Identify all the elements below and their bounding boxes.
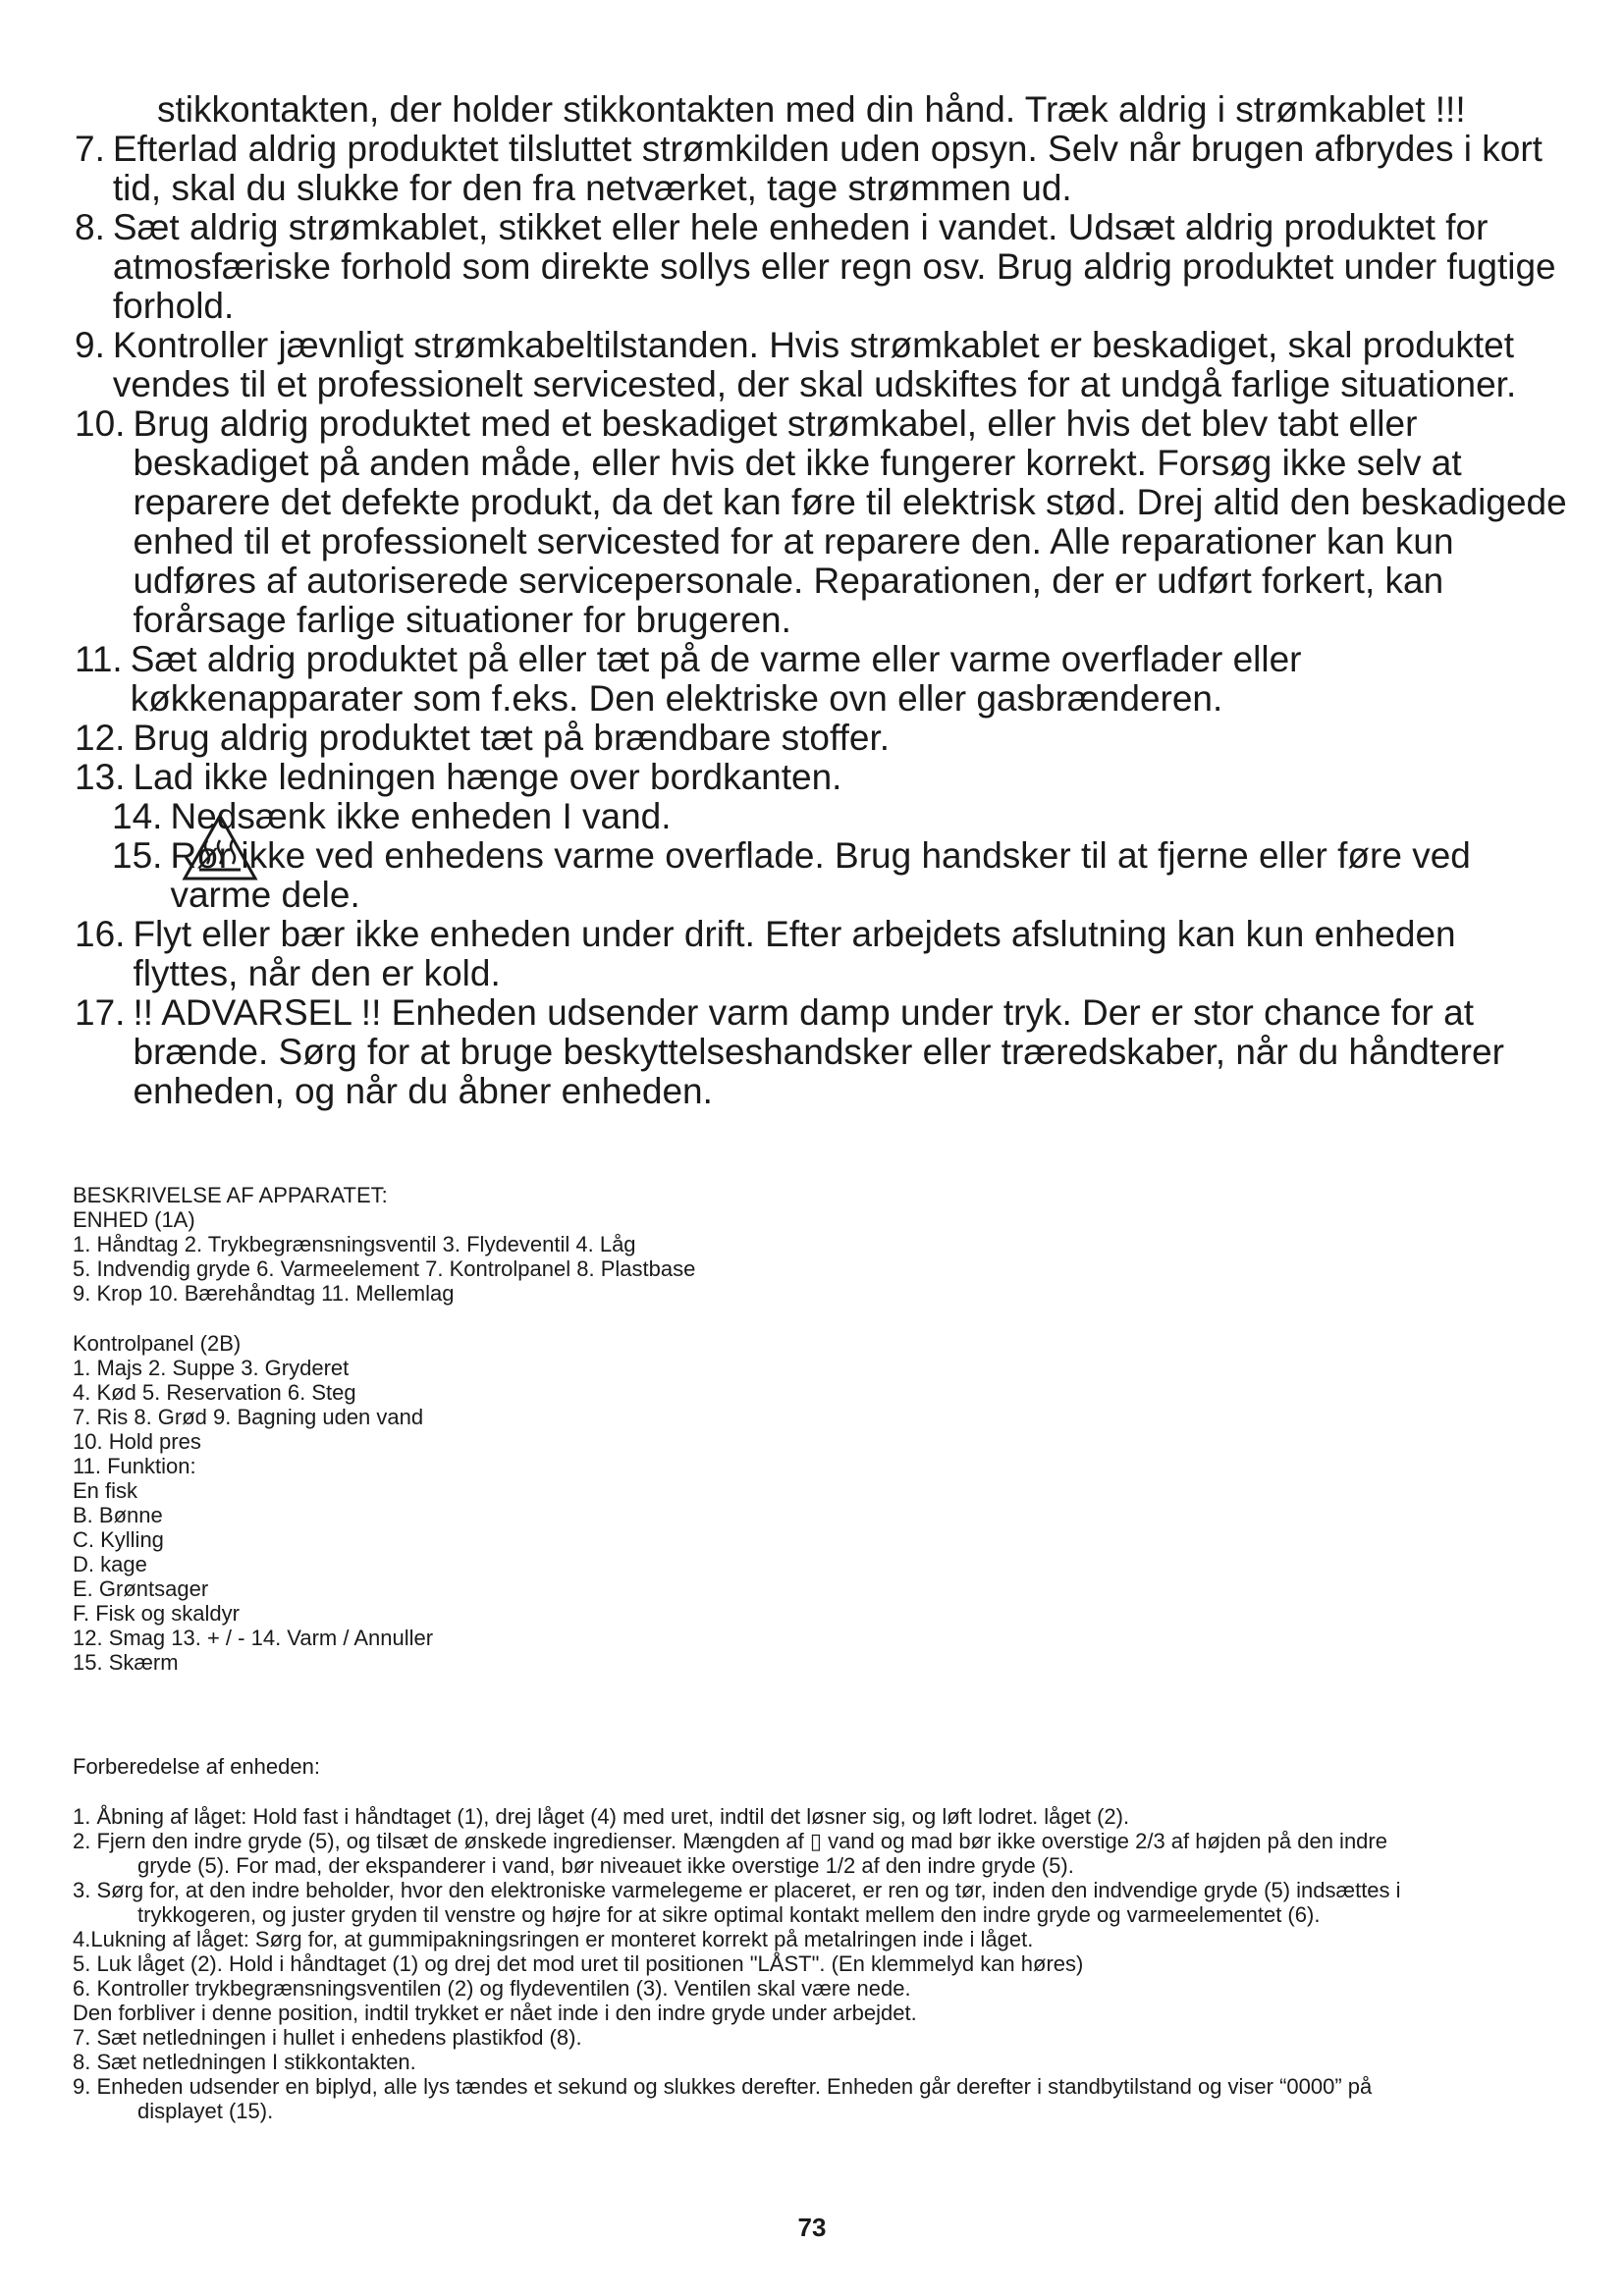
panel-line: B. Bønne <box>73 1503 163 1527</box>
item-number: 11. <box>75 639 123 679</box>
safety-item-11 <box>75 640 1567 719</box>
description-heading: BESKRIVELSE AF APPARATET: <box>73 1183 388 1207</box>
preparation-step-continued: trykkogeren, og juster gryden til venstre og højre for at sikre optimal kontakt mellem den indre gryde og varmeelementet (6). <box>137 1902 1321 1927</box>
safety-item-17 <box>75 993 1567 1111</box>
panel-line: En fisk <box>73 1478 138 1503</box>
preparation-step: 8. Sæt netledningen I stikkontakten. <box>73 2050 416 2074</box>
item-number: 13. <box>75 757 126 797</box>
panel-line: 1. Majs 2. Suppe 3. Gryderet <box>73 1356 350 1380</box>
item-text: Flyt eller bær ikke enheden under drift. Efter arbejdets afslutning kan kun enheden flyttes, når den er kold. <box>133 914 1456 993</box>
item-number: 8. <box>75 207 105 247</box>
panel-line: 10. Hold pres <box>73 1429 201 1454</box>
item-text: Nedsænk ikke enheden I vand. <box>170 796 672 836</box>
safety-item-7 <box>75 130 1567 208</box>
unit-part-line: 5. Indvendig gryde 6. Varmeelement 7. Kontrolpanel 8. Plastbase <box>73 1256 696 1281</box>
preparation-step: 2. Fjern den indre gryde (5), og tilsæt de ønskede ingredienser. Mængden af ▯ vand og mad bør ikke overstige 2/3 af højden på den indre <box>73 1829 1387 1853</box>
preparation-step-continued: displayet (15). <box>137 2099 274 2123</box>
panel-line: E. Grøntsager <box>73 1576 209 1601</box>
safety-continuation: stikkontakten, der holder stikkontakten med din hånd. Træk aldrig i strømkablet !!! <box>157 89 1466 130</box>
preparation-step: 5. Luk låget (2). Hold i håndtaget (1) og drej det mod uret til positionen "LÅST". (En klemmelyd kan høres) <box>73 1951 1084 1976</box>
panel-line: D. kage <box>73 1552 147 1576</box>
item-number: 9. <box>75 325 105 365</box>
safety-item-8 <box>75 208 1567 326</box>
safety-instructions <box>75 90 1567 1111</box>
hot-surface-warning-icon <box>182 813 258 881</box>
item-number: 15. <box>112 835 163 876</box>
preparation-section <box>73 1754 1565 2123</box>
item-text: Kontroller jævnligt strømkabeltilstanden. Hvis strømkablet er beskadiget, skal produktet vendes til et professionelt servicested, der skal udskiftes for at undgå farlige situationer. <box>112 325 1517 404</box>
safety-item-16 <box>75 915 1567 993</box>
preparation-step: 1. Åbning af låget: Hold fast i håndtaget (1), drej låget (4) med uret, indtil det løsner sig, og løft lodret. låget (2). <box>73 1804 1130 1829</box>
panel-line: 11. Funktion: <box>73 1454 196 1478</box>
safety-item-9 <box>75 326 1567 404</box>
item-number: 16. <box>75 914 126 954</box>
preparation-step: 7. Sæt netledningen i hullet i enhedens plastikfod (8). <box>73 2025 582 2050</box>
panel-line: 7. Ris 8. Grød 9. Bagning uden vand <box>73 1405 424 1429</box>
safety-item-15 <box>75 836 1567 915</box>
preparation-step: 6. Kontroller trykbegrænsningsventilen (2) og flydeventilen (3). Ventilen skal være nede. <box>73 1976 911 2001</box>
preparation-step-continued: gryde (5). For mad, der ekspanderer i vand, bør niveauet ikke overstige 1/2 af den indre gryde (5). <box>137 1853 1074 1878</box>
panel-line: 15. Skærm <box>73 1650 179 1675</box>
unit-heading: ENHED (1A) <box>73 1207 195 1232</box>
page-number: 73 <box>797 2213 827 2242</box>
preparation-step: 3. Sørg for, at den indre beholder, hvor den elektroniske varmelegeme er placeret, er ren og tør, inden den indvendige gryde (5) indsættes i <box>73 1878 1401 1902</box>
item-number: 12. <box>75 718 126 758</box>
item-text: !! ADVARSEL !! Enheden udsender varm damp under tryk. Der er stor chance for at brænde. Sørg for at bruge beskyttelseshandsker eller træredskaber, når du håndterer enheden, og når du åbner enheden. <box>133 992 1504 1111</box>
panel-line: F. Fisk og skaldyr <box>73 1601 240 1626</box>
panel-line: C. Kylling <box>73 1527 164 1552</box>
control-panel-heading: Kontrolpanel (2B) <box>73 1331 242 1356</box>
preparation-step: 4.Lukning af låget: Sørg for, at gummipakningsringen er monteret korrekt på metalringen inde i låget. <box>73 1927 1034 1951</box>
item-text: Rør ikke ved enhedens varme overflade. Brug handsker til at fjerne eller føre ved varme dele. <box>170 835 1471 915</box>
safety-item-10 <box>75 404 1567 640</box>
item-text: Brug aldrig produktet med et beskadiget strømkabel, eller hvis det blev tabt eller beskadiget på anden måde, eller hvis det ikke fungerer korrekt. Forsøg ikke selv at reparere det defekte produkt, da det kan føre til elektrisk stød. Drej altid den beskadigede enhed til et professionelt servicested for at reparere den. Alle reparationer kan kun udføres af autoriserede servicepersonale. Reparationen, der er udført forkert, kan forårsage farlige situationer for brugeren. <box>133 403 1567 640</box>
item-number: 7. <box>75 129 105 169</box>
item-number: 14. <box>112 796 163 836</box>
unit-part-line: 1. Håndtag 2. Trykbegrænsningsventil 3. Flydeventil 4. Låg <box>73 1232 636 1256</box>
item-text: Sæt aldrig strømkablet, stikket eller hele enheden i vandet. Udsæt aldrig produktet for atmosfæriske forhold som direkte sollys eller regn osv. Brug aldrig produktet under fugtige forhold. <box>112 207 1556 326</box>
safety-item-14 <box>75 797 1567 836</box>
safety-item-12 <box>75 719 1567 758</box>
preparation-step: Den forbliver i denne position, indtil trykket er nået inde i den indre gryde under arbejdet. <box>73 2001 917 2025</box>
panel-line: 12. Smag 13. + / - 14. Varm / Annuller <box>73 1626 434 1650</box>
preparation-heading: Forberedelse af enheden: <box>73 1754 320 1779</box>
item-text: Sæt aldrig produktet på eller tæt på de varme eller varme overflader eller køkkenapparater som f.eks. Den elektriske ovn eller gasbrænderen. <box>130 639 1302 719</box>
preparation-step: 9. Enheden udsender en biplyd, alle lys tændes et sekund og slukkes derefter. Enheden går derefter i standbytilstand og viser “0000” på <box>73 2074 1373 2099</box>
unit-part-line: 9. Krop 10. Bærehåndtag 11. Mellemlag <box>73 1281 455 1306</box>
item-number: 10. <box>75 403 126 444</box>
panel-line: 4. Kød 5. Reservation 6. Steg <box>73 1380 356 1405</box>
safety-item-13 <box>75 758 1567 797</box>
appliance-description <box>73 1183 1565 1675</box>
item-text: Brug aldrig produktet tæt på brændbare stoffer. <box>133 718 891 758</box>
item-text: Efterlad aldrig produktet tilsluttet strømkilden uden opsyn. Selv når brugen afbrydes i kort tid, skal du slukke for den fra netværket, tage strømmen ud. <box>112 129 1543 208</box>
item-text: Lad ikke ledningen hænge over bordkanten. <box>133 757 842 797</box>
item-number: 17. <box>75 992 126 1033</box>
